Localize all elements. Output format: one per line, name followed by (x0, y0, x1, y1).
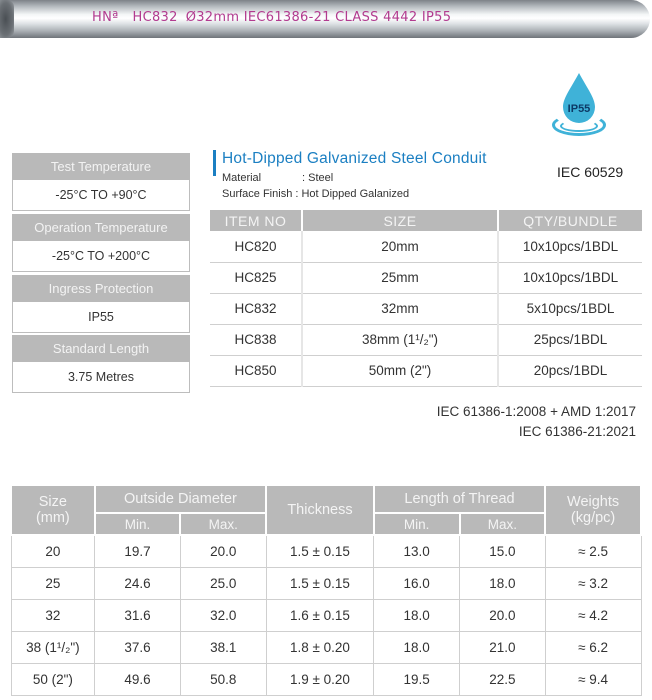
dim-od-max: 25.0 (180, 567, 266, 599)
dim-weight: ≈ 9.4 (545, 663, 641, 695)
header-size (11, 485, 95, 535)
item-size: 20mm (302, 231, 498, 262)
dim-thickness: 1.6 ± 0.15 (266, 599, 374, 631)
table-row (210, 355, 642, 386)
header-item-no: ITEM NO (210, 210, 302, 231)
dim-thread-max: 21.0 (460, 631, 546, 663)
table-row (11, 535, 641, 567)
finish-label: Surface Finish (222, 188, 293, 200)
dim-thickness: 1.5 ± 0.15 (266, 535, 374, 567)
dim-od-min: 19.7 (95, 535, 181, 567)
dim-weight: ≈ 6.2 (545, 631, 641, 663)
table-row (210, 324, 642, 355)
item-qty: 20pcs/1BDL (498, 355, 642, 386)
spec-value: -25°C TO +200°C (12, 241, 190, 272)
item-size: 50mm (2") (302, 355, 498, 386)
dim-od-min: 49.6 (95, 663, 181, 695)
standard-iec-61386-21: IEC 61386-21:2021 (518, 424, 636, 439)
dim-thread-min: 18.0 (374, 599, 460, 631)
header-outside-diameter: Outside Diameter (95, 485, 266, 513)
dim-thread-min: 18.0 (374, 631, 460, 663)
dim-thread-min: 19.5 (374, 663, 460, 695)
dim-od-min: 37.6 (95, 631, 181, 663)
dim-thread-min: 16.0 (374, 567, 460, 599)
dim-size: 50 (2") (11, 663, 95, 695)
material-line (222, 172, 333, 184)
dim-thread-max: 20.0 (460, 599, 546, 631)
header-weights (545, 485, 641, 535)
dim-thickness: 1.8 ± 0.20 (266, 631, 374, 663)
iec-60529-label: IEC 60529 (557, 164, 624, 180)
finish-value: : Hot Dipped Galanized (295, 188, 410, 200)
spec-label: Test Temperature (12, 153, 190, 180)
dim-weight: ≈ 4.2 (545, 599, 641, 631)
spec-operation-temperature (12, 214, 190, 272)
dim-thread-max: 18.0 (460, 567, 546, 599)
material-label: Material (222, 172, 262, 184)
dim-od-max: 32.0 (180, 599, 266, 631)
item-size: 25mm (302, 262, 498, 293)
pipe-end (0, 0, 14, 38)
spec-label: Ingress Protection (12, 275, 190, 302)
table-row (11, 567, 641, 599)
product-title: Hot-Dipped Galvanized Steel Conduit (222, 150, 487, 167)
item-qty: 10x10pcs/1BDL (498, 231, 642, 262)
dim-thread-max: 15.0 (460, 535, 546, 567)
dim-od-max: 38.1 (180, 631, 266, 663)
dim-size: 25 (11, 567, 95, 599)
item-qty: 5x10pcs/1BDL (498, 293, 642, 324)
ip-rating-text: IP55 (567, 103, 591, 115)
item-qty: 10x10pcs/1BDL (498, 262, 642, 293)
dim-od-max: 50.8 (180, 663, 266, 695)
pipe-marking-text: Ø32mm IEC61386-21 CLASS 4442 IP55 (185, 10, 452, 25)
weights-header-label: Weights (567, 494, 620, 510)
header-qty-bundle: QTY/BUNDLE (498, 210, 642, 231)
weights-header-unit: (kg/pc) (570, 510, 616, 526)
dim-weight: ≈ 3.2 (545, 567, 641, 599)
header-thread-min: Min. (374, 513, 460, 535)
table-row (11, 599, 641, 631)
item-qty: 25pcs/1BDL (498, 324, 642, 355)
material-value: : Steel (302, 172, 334, 184)
item-size: 32mm (302, 293, 498, 324)
item-no: HC825 (210, 262, 302, 293)
item-no: HC820 (210, 231, 302, 262)
standard-iec-61386-1: IEC 61386-1:2008 + AMD 1:2017 (436, 404, 636, 419)
drop-shape (561, 72, 597, 124)
conduit-pipe-image (0, 0, 650, 38)
header-thread-max: Max. (460, 513, 546, 535)
dim-size: 20 (11, 535, 95, 567)
dim-od-max: 20.0 (180, 535, 266, 567)
dim-od-min: 24.6 (95, 567, 181, 599)
header-length-of-thread: Length of Thread (374, 485, 545, 513)
dimension-table (10, 484, 642, 696)
table-row (11, 631, 641, 663)
dim-weight: ≈ 2.5 (545, 535, 641, 567)
header-od-max: Max. (180, 513, 266, 535)
dim-thread-min: 13.0 (374, 535, 460, 567)
title-accent-bar (213, 150, 216, 176)
dim-size: 32 (11, 599, 95, 631)
table-row (210, 262, 642, 293)
dim-thread-max: 22.5 (460, 663, 546, 695)
header-size: SIZE (302, 210, 498, 231)
size-header-label: Size (38, 494, 67, 510)
spec-value: -25°C TO +90°C (12, 180, 190, 211)
item-size: 38mm (1¹/₂") (302, 324, 498, 355)
size-header-unit: (mm) (35, 510, 70, 526)
table-row (210, 293, 642, 324)
table-row (210, 231, 642, 262)
header-od-min: Min. (95, 513, 181, 535)
surface-finish-line (222, 188, 409, 200)
spec-ingress-protection (12, 275, 190, 333)
water-drop-icon (548, 68, 612, 154)
item-no: HC850 (210, 355, 302, 386)
spec-label: Standard Length (12, 335, 190, 362)
pipe-code: HC832 (132, 10, 178, 25)
spec-label: Operation Temperature (12, 214, 190, 241)
spec-test-temperature (12, 153, 190, 211)
item-no: HC832 (210, 293, 302, 324)
pipe-marking (92, 10, 451, 25)
item-table (210, 210, 642, 387)
item-no: HC838 (210, 324, 302, 355)
spec-value: 3.75 Metres (12, 362, 190, 393)
spec-standard-length (12, 335, 190, 393)
table-row (11, 663, 641, 695)
dim-size: 38 (1¹/₂") (11, 631, 95, 663)
dim-thickness: 1.9 ± 0.20 (266, 663, 374, 695)
pipe-brand: HNª (92, 10, 119, 25)
dim-od-min: 31.6 (95, 599, 181, 631)
header-thickness: Thickness (266, 485, 374, 535)
dim-thickness: 1.5 ± 0.15 (266, 567, 374, 599)
spec-value: IP55 (12, 302, 190, 333)
